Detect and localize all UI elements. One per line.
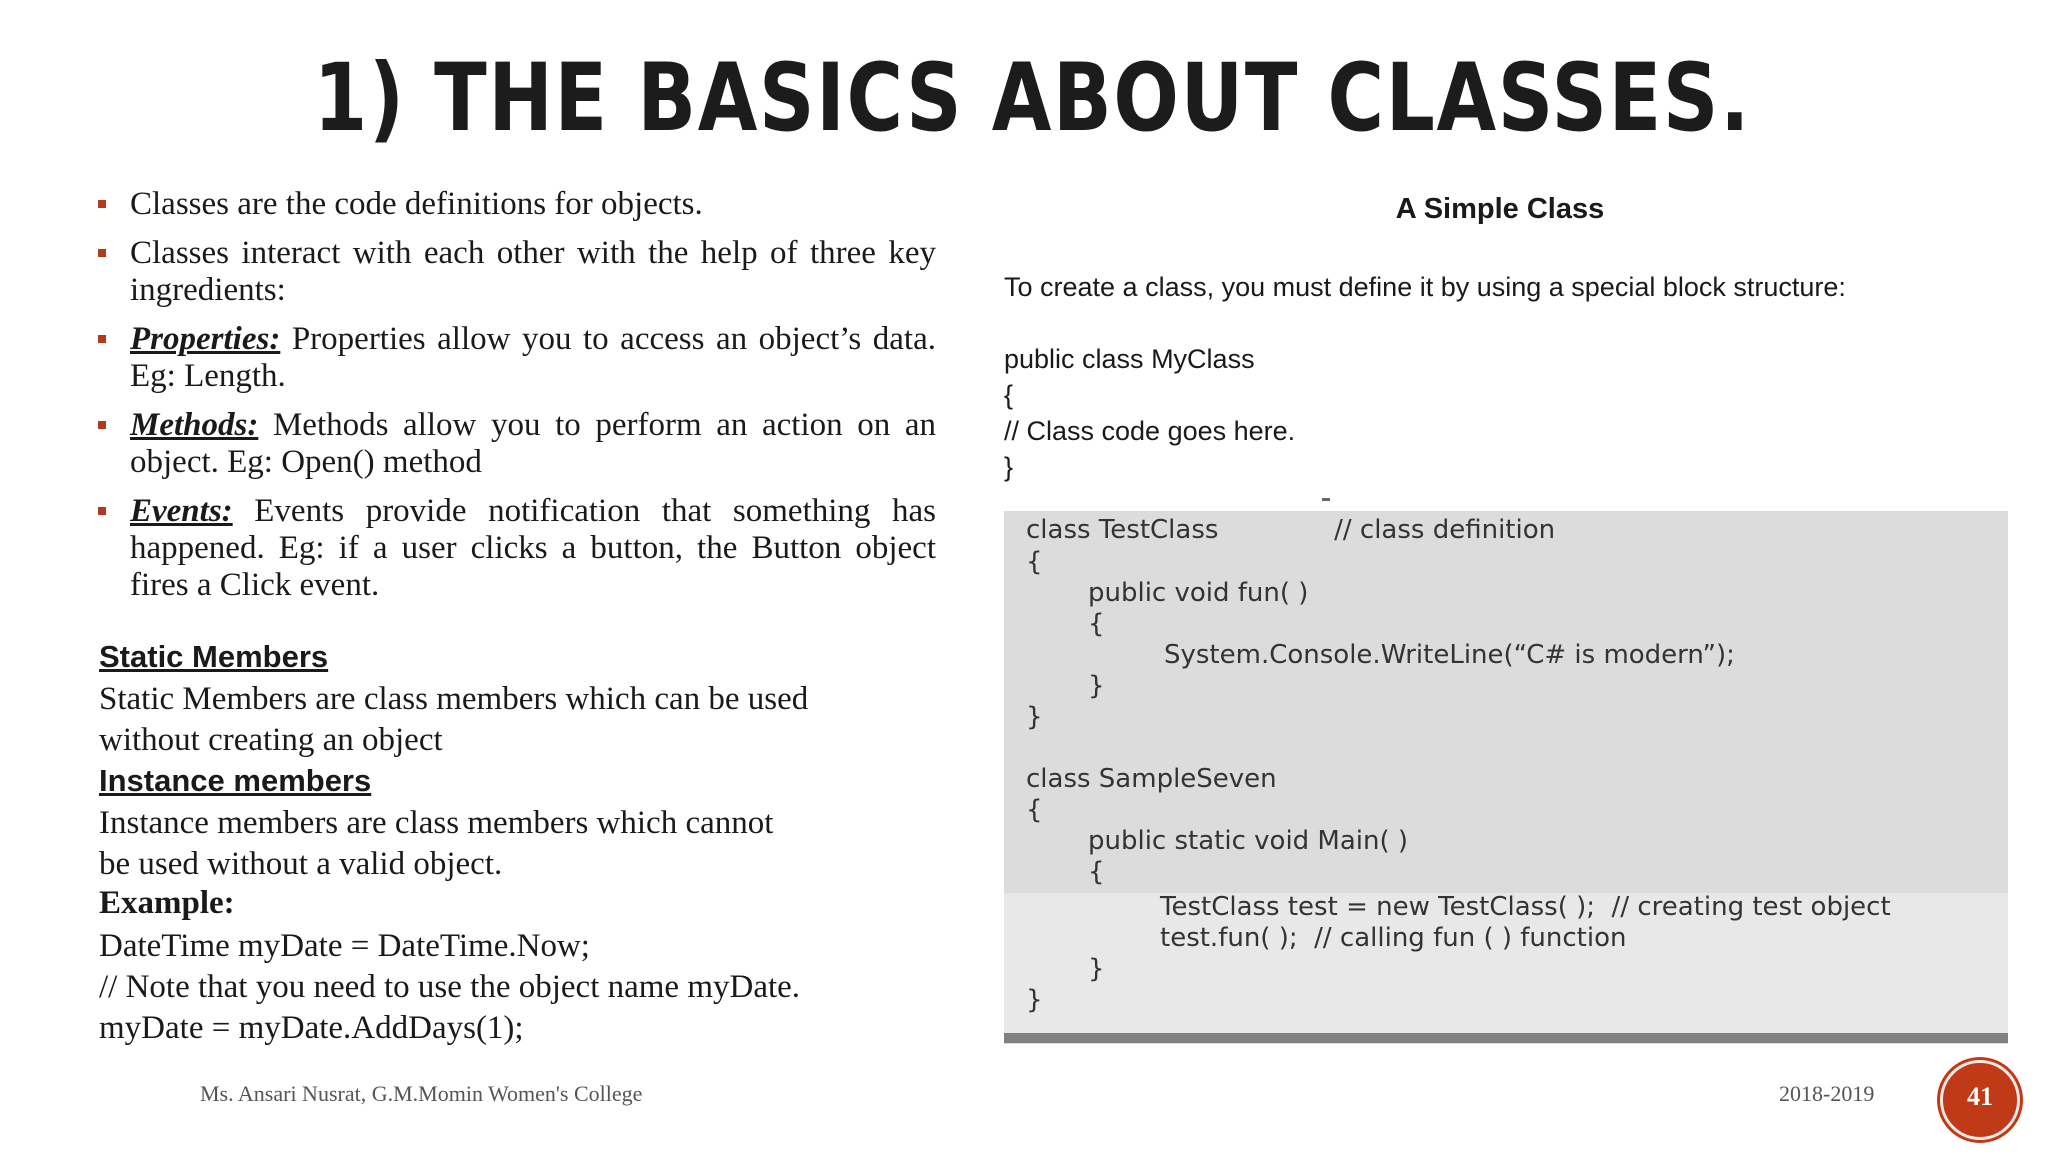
- code-line: {: [1026, 795, 1043, 825]
- code-line: {: [1026, 547, 1043, 577]
- square-bullet-icon: [98, 421, 106, 429]
- bullet-keyword: Methods:: [130, 407, 259, 443]
- instance-members-heading: Instance members: [99, 763, 372, 798]
- code-line: test.fun( ); // calling fun ( ) function: [1160, 923, 1627, 953]
- simple-class-intro: To create a class, you must define it by using a special block structure:: [1004, 272, 1846, 302]
- code-line: {: [1088, 857, 1105, 887]
- bullet-item: [96, 493, 936, 604]
- footer-author: Ms. Ansari Nusrat, G.M.Momin Women's College: [200, 1081, 643, 1106]
- code-line: class TestClass // class definition: [1026, 515, 1556, 545]
- square-bullet-icon: [98, 249, 106, 257]
- bullet-item: [96, 186, 936, 223]
- page-number: 41: [1967, 1082, 1993, 1111]
- code-line: }: [1026, 985, 1043, 1015]
- square-bullet-icon: [98, 200, 106, 208]
- class-code-line: {: [1004, 380, 1014, 410]
- bullet-item: [96, 321, 936, 395]
- static-members-text: without creating an object: [99, 722, 443, 758]
- code-line: public void fun( ): [1088, 578, 1309, 608]
- class-code-line: // Class code goes here.: [1004, 416, 1296, 446]
- class-code-line: public class MyClass: [1004, 344, 1255, 374]
- simple-class-title: A Simple Class: [1395, 193, 1605, 225]
- code-line: }: [1088, 954, 1105, 984]
- static-members-heading: Static Members: [99, 639, 329, 674]
- square-bullet-icon: [98, 335, 106, 343]
- bullet-text: Classes interact with each other with the help of three key ingredients:: [130, 235, 936, 308]
- bullet-text: Events provide notification that something has happened. Eg: if a user clicks a button, the Button object fires a Click event.: [130, 493, 936, 603]
- bullet-text: Classes are the code definitions for objects.: [130, 186, 703, 222]
- code-screenshot-border: [1004, 1033, 2008, 1043]
- instance-members-text: be used without a valid object.: [99, 846, 503, 882]
- example-code-line: DateTime myDate = DateTime.Now;: [99, 928, 590, 964]
- dash-mark: [1322, 498, 1330, 501]
- static-members-text: Static Members are class members which can be used: [99, 681, 809, 717]
- bullet-keyword: Events:: [130, 493, 233, 529]
- code-line: }: [1088, 671, 1105, 701]
- bullet-text: Methods allow you to perform an action on an object. Eg: Open() method: [130, 407, 936, 480]
- square-bullet-icon: [98, 507, 106, 515]
- bullet-item: [96, 235, 936, 309]
- footer-year: 2018-2019: [1779, 1081, 1875, 1106]
- code-line: public static void Main( ): [1088, 826, 1409, 856]
- slide-title: 1) THE BASICS ABOUT CLASSES.: [313, 44, 1751, 153]
- example-code-line: // Note that you need to use the object name myDate.: [99, 969, 801, 1005]
- instance-members-text: Instance members are class members which cannot: [99, 805, 774, 841]
- code-line: }: [1026, 702, 1043, 732]
- class-code-line: }: [1004, 452, 1014, 482]
- bullet-keyword: Properties:: [130, 321, 281, 357]
- example-label: Example:: [99, 885, 235, 921]
- code-line: class SampleSeven: [1026, 764, 1277, 794]
- code-line: System.Console.WriteLine(“C# is modern”);: [1164, 640, 1735, 670]
- code-line: {: [1088, 609, 1105, 639]
- bullet-item: [96, 407, 936, 481]
- example-code-line: myDate = myDate.AddDays(1);: [99, 1010, 524, 1046]
- bullet-text: Properties allow you to access an object’s data. Eg: Length.: [130, 321, 936, 394]
- code-line: TestClass test = new TestClass( ); // creating test object: [1160, 892, 1891, 922]
- bullet-list: [96, 186, 936, 616]
